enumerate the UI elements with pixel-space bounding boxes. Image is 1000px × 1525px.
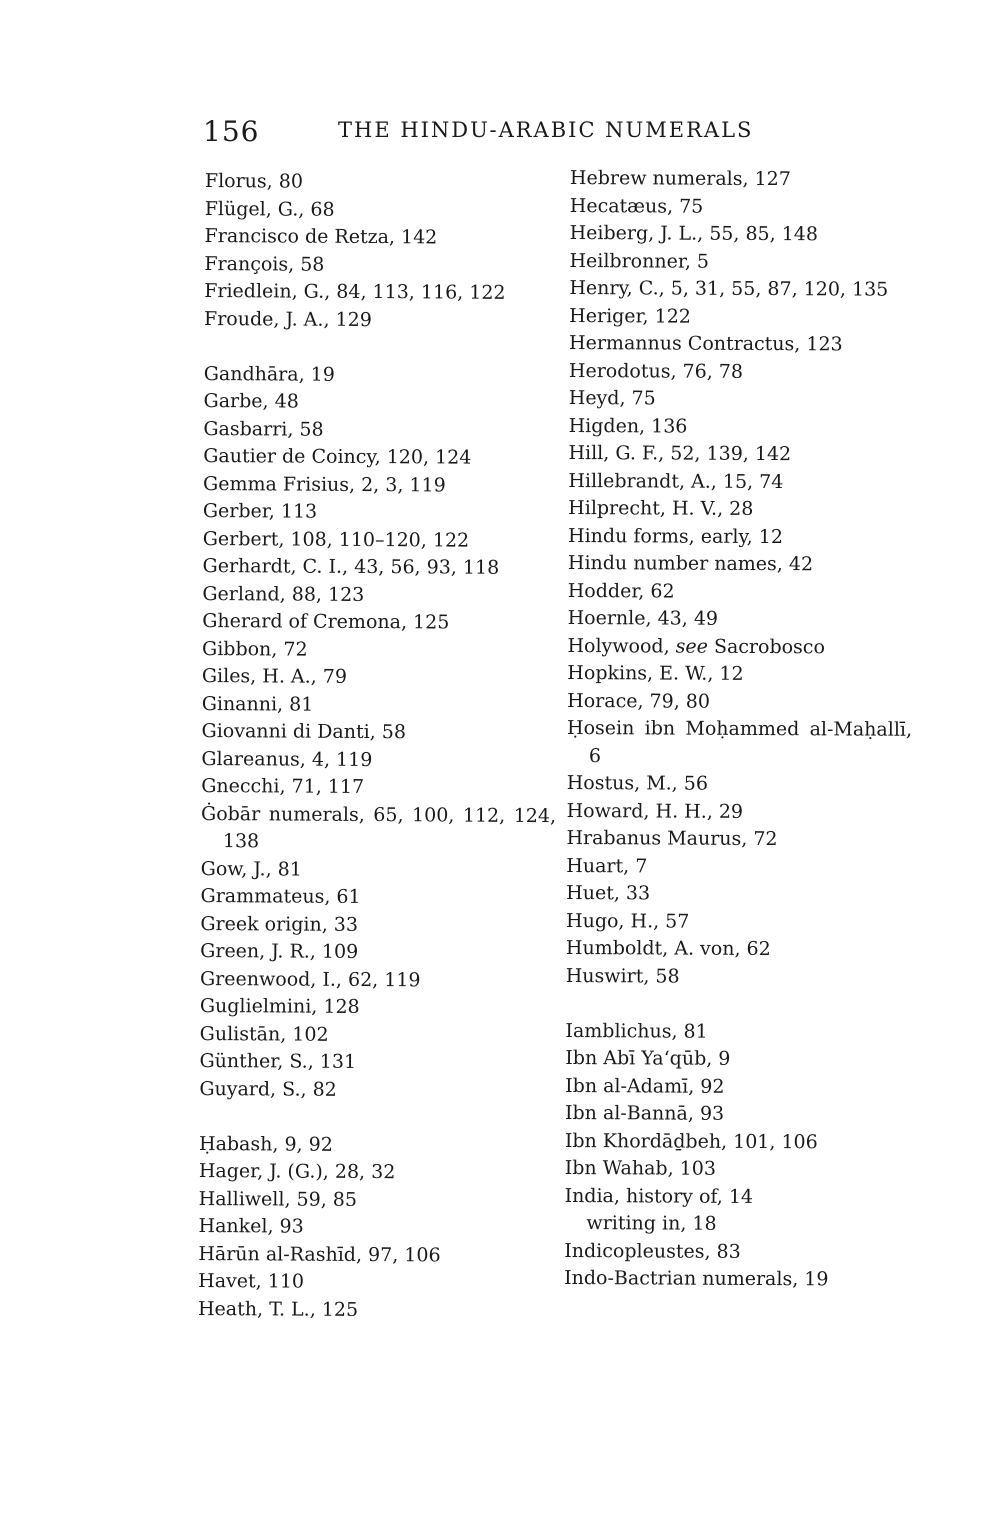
index-entry: Guglielmini, 128 [199, 994, 360, 1018]
index-entry: Hugo, H., 57 [565, 909, 690, 933]
index-entry: Ibn Khordāḏbeh, 101, 106 [564, 1129, 818, 1153]
index-entry: Hindu forms, early, 12 [568, 524, 784, 548]
index-entry: Gerber, 113 [202, 499, 318, 523]
index-entry: Heyd, 75 [568, 386, 656, 410]
index-entry: Iamblichus, 81 [565, 1019, 708, 1043]
index-entry: Gerland, 88, 123 [202, 582, 365, 606]
index-entry: Hoernle, 43, 49 [567, 606, 719, 630]
index-entry: Howard, H. H., 29 [566, 799, 744, 823]
index-entry: Ġobār numerals, 65, 100, 112, 124, 138 [200, 802, 557, 853]
index-entry: Ginanni, 81 [201, 692, 314, 716]
index-entry: Hebrew numerals, 127 [569, 166, 791, 191]
index-entry: Gerbert, 108, 110–120, 122 [202, 527, 470, 552]
index-entry: Froude, J. A., 129 [204, 307, 372, 331]
index-entry: Gemma Frisius, 2, 3, 119 [203, 472, 446, 496]
index-entry: Heiberg, J. L., 55, 85, 148 [569, 221, 819, 246]
index-entry: Ibn Wahab, 103 [564, 1156, 717, 1180]
index-entry: Gherard of Cremona, 125 [202, 609, 450, 634]
index-entry: Gerhardt, C. I., 43, 56, 93, 118 [202, 554, 500, 579]
section-gap [204, 333, 559, 363]
index-entry: Huswirt, 58 [565, 964, 680, 988]
section-gap [199, 1103, 554, 1133]
index-entry: Higden, 136 [568, 414, 688, 438]
index-entry: Havet, 110 [198, 1269, 305, 1293]
index-entry: Gasbarri, 58 [203, 417, 324, 441]
index-entry: Henry, C., 5, 31, 55, 87, 120, 135 [569, 276, 889, 301]
index-entry: Gandhāra, 19 [203, 362, 335, 386]
index-entry: Hermannus Contractus, 123 [569, 331, 843, 356]
index-entry: Hindu number names, 42 [567, 551, 814, 576]
index-entry: Glareanus, 4, 119 [201, 747, 373, 771]
index-entry: Ḥabash, 9, 92 [198, 1132, 333, 1156]
index-entry: Humboldt, A. von, 62 [565, 936, 771, 961]
page-number: 156 [203, 115, 260, 148]
index-entry: Ibn Abī Ya‘qūb, 9 [565, 1046, 731, 1070]
index-entry: Flügel, G., 68 [204, 197, 335, 221]
index-entry: Hankel, 93 [198, 1214, 304, 1238]
index-entry: Garbe, 48 [203, 389, 299, 413]
index-entry: Hilprecht, H. V., 28 [568, 496, 754, 520]
index-entry: Hillebrandt, A., 15, 74 [568, 469, 784, 493]
index-entry: Ibn al-Adamī, 92 [565, 1074, 725, 1098]
index-entry: Greek origin, 33 [200, 912, 359, 936]
index-column-right [564, 165, 915, 1294]
index-entry: Herodotus, 76, 78 [568, 359, 744, 383]
index-entry: Guyard, S., 82 [199, 1077, 337, 1101]
index-column-left [198, 168, 560, 1325]
index-entry: Hopkins, E. W., 12 [567, 661, 744, 685]
running-head: THE HINDU-ARABIC NUMERALS [338, 118, 754, 142]
index-entry: Hecatæus, 75 [569, 194, 704, 218]
index-entry: Green, J. R., 109 [200, 939, 359, 963]
index-entry: Heath, T. L., 125 [197, 1297, 359, 1321]
index-entry: Gow, J., 81 [200, 857, 302, 881]
index-entry: Hostus, M., 56 [566, 771, 709, 795]
index-entry: writing in, 18 [586, 1212, 717, 1235]
index-entry: Günther, S., 131 [199, 1049, 357, 1073]
index-entry: Ḥosein ibn Moḥammed al-Maḥallī, 6 [566, 716, 913, 767]
index-entry: Horace, 79, 80 [567, 689, 711, 713]
index-entry: Huet, 33 [566, 881, 651, 905]
index-entry: Ibn al-Bannā, 93 [564, 1101, 725, 1125]
index-entry: Halliwell, 59, 85 [198, 1187, 358, 1211]
index-entry: Friedlein, G., 84, 113, 116, 122 [204, 279, 506, 304]
index-entry: Gnecchi, 71, 117 [201, 774, 365, 798]
index-entry: Hodder, 62 [567, 579, 675, 603]
index-entry: Giles, H. A., 79 [201, 664, 348, 688]
index-entry: Gautier de Coincy, 120, 124 [203, 444, 472, 469]
index-entry: Francisco de Retza, 142 [204, 224, 438, 249]
section-gap [566, 990, 911, 1019]
index-entry: Indicopleustes, 83 [564, 1239, 741, 1263]
index-entry: Grammateus, 61 [200, 884, 361, 908]
index-entry: Giovanni di Danti, 58 [201, 719, 407, 744]
index-entry: Indo-Bactrian numerals, 19 [564, 1266, 829, 1291]
index-entry: François, 58 [204, 252, 325, 276]
index-entry: Holywood, see Sacrobosco [567, 634, 825, 658]
index-entry: Hager, J. (G.), 28, 32 [198, 1159, 396, 1184]
index-entry: Hill, G. F., 52, 139, 142 [568, 441, 792, 466]
index-entry: India, history of, 14 [564, 1184, 754, 1208]
index-entry: Greenwood, I., 62, 119 [199, 967, 421, 991]
index-entry: Florus, 80 [204, 169, 304, 193]
index-entry: Hrabanus Maurus, 72 [566, 826, 778, 851]
index-entry: Hārūn al-Rashīd, 97, 106 [198, 1242, 441, 1266]
index-entry: Gibbon, 72 [201, 637, 308, 661]
index-entry: Gulistān, 102 [199, 1022, 329, 1046]
index-entry: Heriger, 122 [569, 304, 691, 328]
index-entry: Heilbronner, 5 [569, 249, 710, 273]
index-entry: Huart, 7 [566, 854, 648, 877]
